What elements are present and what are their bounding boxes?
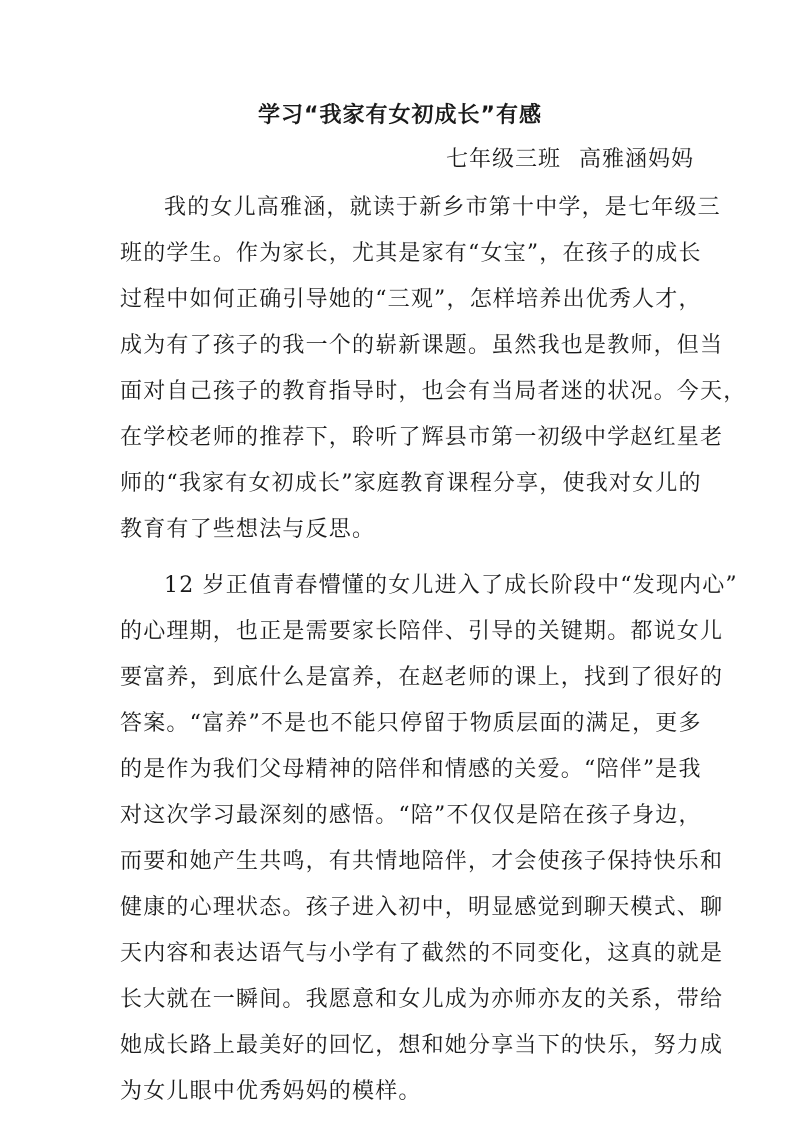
paragraph-line: 我的女儿高雅涵，就读于新乡市第十中学，是七年级三 bbox=[164, 195, 721, 220]
paragraph-line: 面对自己孩子的教育指导时，也会有当局者迷的状况。今天， bbox=[120, 379, 747, 404]
paragraph-line: 要富养，到底什么是富养，在赵老师的课上，找到了很好的 bbox=[120, 665, 724, 690]
paragraph-gap bbox=[120, 553, 700, 563]
paragraph-line: 班的学生。作为家长，尤其是家有“女宝”，在孩子的成长 bbox=[120, 241, 702, 266]
paragraph-line: 成为有了孩子的我一个的崭新课题。虽然我也是教师，但当 bbox=[120, 333, 724, 358]
paragraph-line: 她成长路上最美好的回忆，想和她分享当下的快乐，努力成 bbox=[120, 1033, 724, 1058]
paragraph-line: 教育有了些想法与反思。 bbox=[120, 517, 376, 542]
paragraph-line: 健康的心理状态。孩子进入初中，明显感觉到聊天模式、聊 bbox=[120, 895, 724, 920]
paragraph-line: 为女儿眼中优秀妈妈的模样。 bbox=[120, 1079, 422, 1104]
paragraph-line: 过程中如何正确引导她的“三观”，怎样培养出优秀人才， bbox=[120, 287, 702, 312]
paragraph-line: 答案。“富养”不是也不能只停留于物质层面的满足，更多 bbox=[120, 711, 702, 736]
paragraph-line: 12 岁正值青春懵懂的女儿进入了成长阶段中“发现内心” bbox=[164, 573, 738, 598]
paragraph-2 bbox=[120, 563, 738, 1115]
document-body bbox=[120, 185, 747, 1115]
byline-author: 高雅涵妈妈 bbox=[578, 147, 694, 172]
paragraph-line: 的心理期，也正是需要家长陪伴、引导的关键期。都说女儿 bbox=[120, 619, 724, 644]
paragraph-line: 而要和她产生共鸣，有共情地陪伴，才会使孩子保持快乐和 bbox=[120, 849, 724, 874]
paragraph-line: 天内容和表达语气与小学有了截然的不同变化，这真的就是 bbox=[120, 941, 724, 966]
paragraph-line: 在学校老师的推荐下，聆听了辉县市第一初级中学赵红星老 bbox=[120, 425, 724, 450]
paragraph-line: 师的“我家有女初成长”家庭教育课程分享，使我对女儿的 bbox=[120, 471, 702, 496]
paragraph-1 bbox=[120, 185, 747, 553]
byline-class: 七年级三班 bbox=[445, 147, 561, 172]
paragraph-line: 长大就在一瞬间。我愿意和女儿成为亦师亦友的关系，带给 bbox=[120, 987, 724, 1012]
document-title: 学习“我家有女初成长”有感 bbox=[258, 103, 542, 128]
byline bbox=[446, 145, 694, 175]
paragraph-line: 的是作为我们父母精神的陪伴和情感的关爱。“陪伴”是我 bbox=[120, 757, 702, 782]
paragraph-line: 对这次学习最深刻的感悟。“陪”不仅仅是陪在孩子身边， bbox=[120, 803, 702, 828]
